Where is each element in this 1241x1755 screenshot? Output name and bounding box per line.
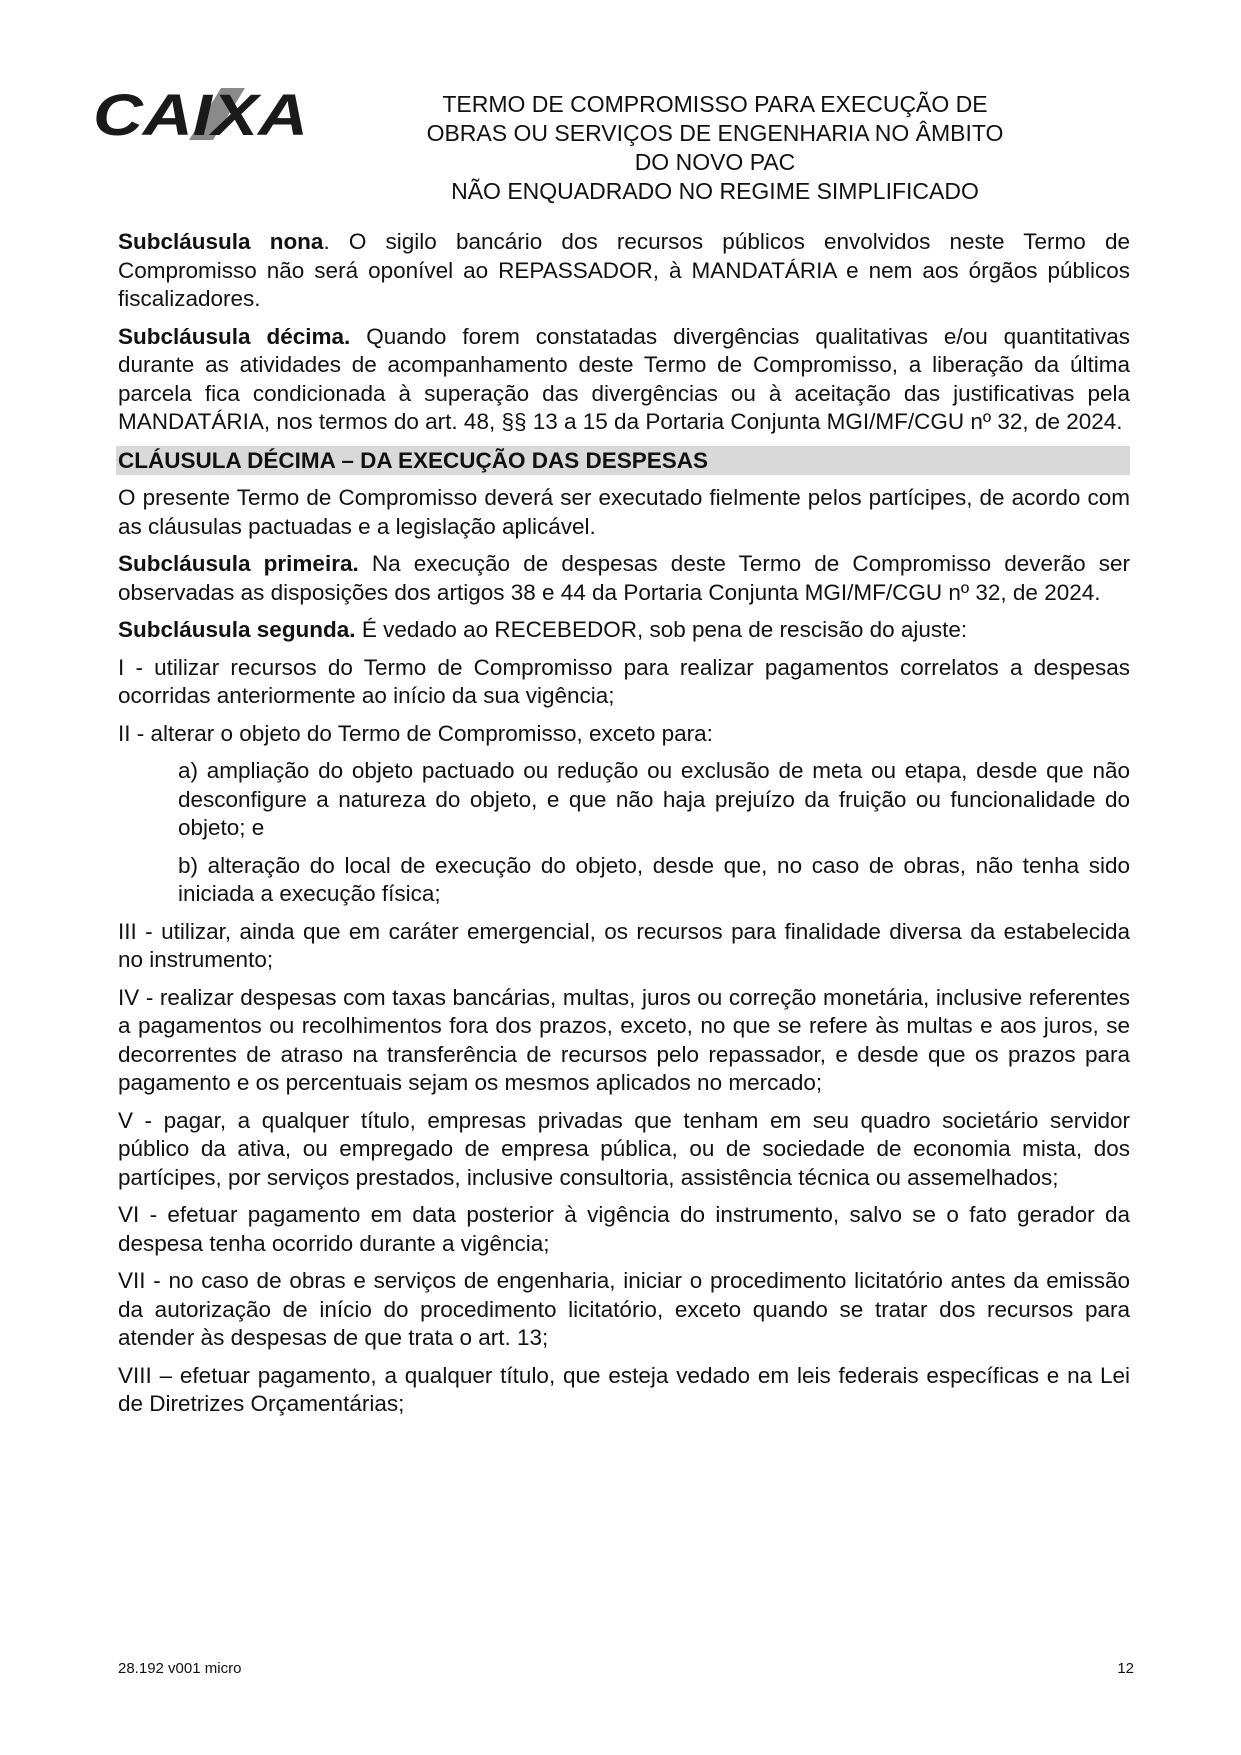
subclausula-text: Na execução de despesas deste Termo de Compromisso deverão ser observadas as disposições dos artigos 38 e 44 da Portaria Conjunta MGI/MF/CGU nº 32, de 2024. [118, 551, 1130, 605]
subclausula-label: Subcláusula décima. [118, 323, 351, 349]
subclausula-label: Subcláusula segunda. [118, 617, 356, 642]
svg-text:CAIXA: CAIXA [93, 88, 308, 140]
subclausula-decima [118, 323, 1130, 437]
page-number: 12 [1117, 1660, 1134, 1677]
subclausula-text: . O sigilo bancário dos recursos públicos envolvidos neste Termo de Compromisso não será oponível ao REPASSADOR, à MANDATÁRIA e nem aos órgãos públicos fiscalizadores. [118, 229, 1130, 311]
title-line: NÃO ENQUADRADO NO REGIME SIMPLIFICADO [451, 178, 979, 204]
sub-list-item: b) alteração do local de execução do objeto, desde que, no caso de obras, não tenha sido iniciada a execução física; [178, 852, 1130, 906]
section-heading: CLÁUSULA DÉCIMA – DA EXECUÇÃO DAS DESPESAS [116, 446, 1130, 476]
list-item: IV - realizar despesas com taxas bancárias, multas, juros ou correção monetária, inclusive referentes a pagamentos ou recolhimentos fora dos prazos, exceto, no que se refere às multas e aos juros, se decorrentes de atraso na transferência de recursos pelo repassador, e desde que os prazos para pagamento e os percentuais sejam os mesmos aplicados no mercado; [118, 984, 1130, 1095]
sub-list-item: a) ampliação do objeto pactuado ou redução ou exclusão de meta ou etapa, desde que não desconfigure a natureza do objeto, e que não haja prejuízo da fruição ou funcionalidade do objeto; e [178, 758, 1130, 840]
list-item: III - utilizar, ainda que em caráter emergencial, os recursos para finalidade diversa da estabelecida no instrumento; [118, 918, 1130, 972]
document-title [360, 90, 1070, 206]
list-item: II - alterar o objeto do Termo de Compromisso, exceto para: [118, 720, 713, 746]
subclausula-segunda [118, 616, 1130, 645]
subclausula-nona [118, 228, 1130, 314]
document-body [118, 228, 1130, 1428]
title-line: DO NOVO PAC [634, 149, 796, 175]
list-item: V - pagar, a qualquer título, empresas privadas que tenham em seu quadro societário servidor público da ativa, ou empregado de empresa pública, ou de sociedade de economia mista, dos partícipes, por serviços prestados, inclusive consultoria, assistência técnica ou assemelhados; [118, 1107, 1130, 1190]
list-item: I - utilizar recursos do Termo de Compromisso para realizar pagamentos correlatos a despesas ocorridas anteriormente ao início da sua vigência; [118, 654, 1130, 708]
list-item: VIII – efetuar pagamento, a qualquer título, que esteja vedado em leis federais específicas e na Lei de Diretrizes Orçamentárias; [118, 1362, 1130, 1416]
subclausula-text: É vedado ao RECEBEDOR, sob pena de rescisão do ajuste: [355, 617, 968, 642]
subclausula-label: Subcláusula nona [118, 229, 324, 254]
list-item: VI - efetuar pagamento em data posterior à vigência do instrumento, salvo se o fato gerador da despesa tenha ocorrido durante a vigência; [118, 1202, 1130, 1256]
subclausula-primeira [118, 550, 1130, 607]
subclausula-text: Quando forem constatadas divergências qualitativas e/ou quantitativas durante as atividades de acompanhamento deste Termo de Compromisso, a liberação da última parcela fica condicionada à superação das divergências ou à aceitação das justificativas pela MANDATÁRIA, nos termos do art. 48, §§ 13 a 15 da Portaria Conjunta MGI/MF/CGU nº 32, de 2024. [118, 323, 1130, 434]
title-line: TERMO DE COMPROMISSO PARA EXECUÇÃO DE [442, 91, 988, 117]
list-item: VII - no caso de obras e serviços de engenharia, iniciar o procedimento licitatório antes da emissão da autorização de início do procedimento licitatório, exceto quando se tratar dos recursos para atender às despesas de que trata o art. 13; [118, 1268, 1130, 1350]
caixa-logo [93, 88, 308, 140]
subclausula-label: Subcláusula primeira. [118, 551, 359, 576]
footer-doc-code: 28.192 v001 micro [118, 1660, 242, 1677]
title-line: OBRAS OU SERVIÇOS DE ENGENHARIA NO ÂMBITO [426, 120, 1004, 146]
clausula-intro: O presente Termo de Compromisso deverá ser executado fielmente pelos partícipes, de acordo com as cláusulas pactuadas e a legislação aplicável. [118, 485, 1130, 539]
